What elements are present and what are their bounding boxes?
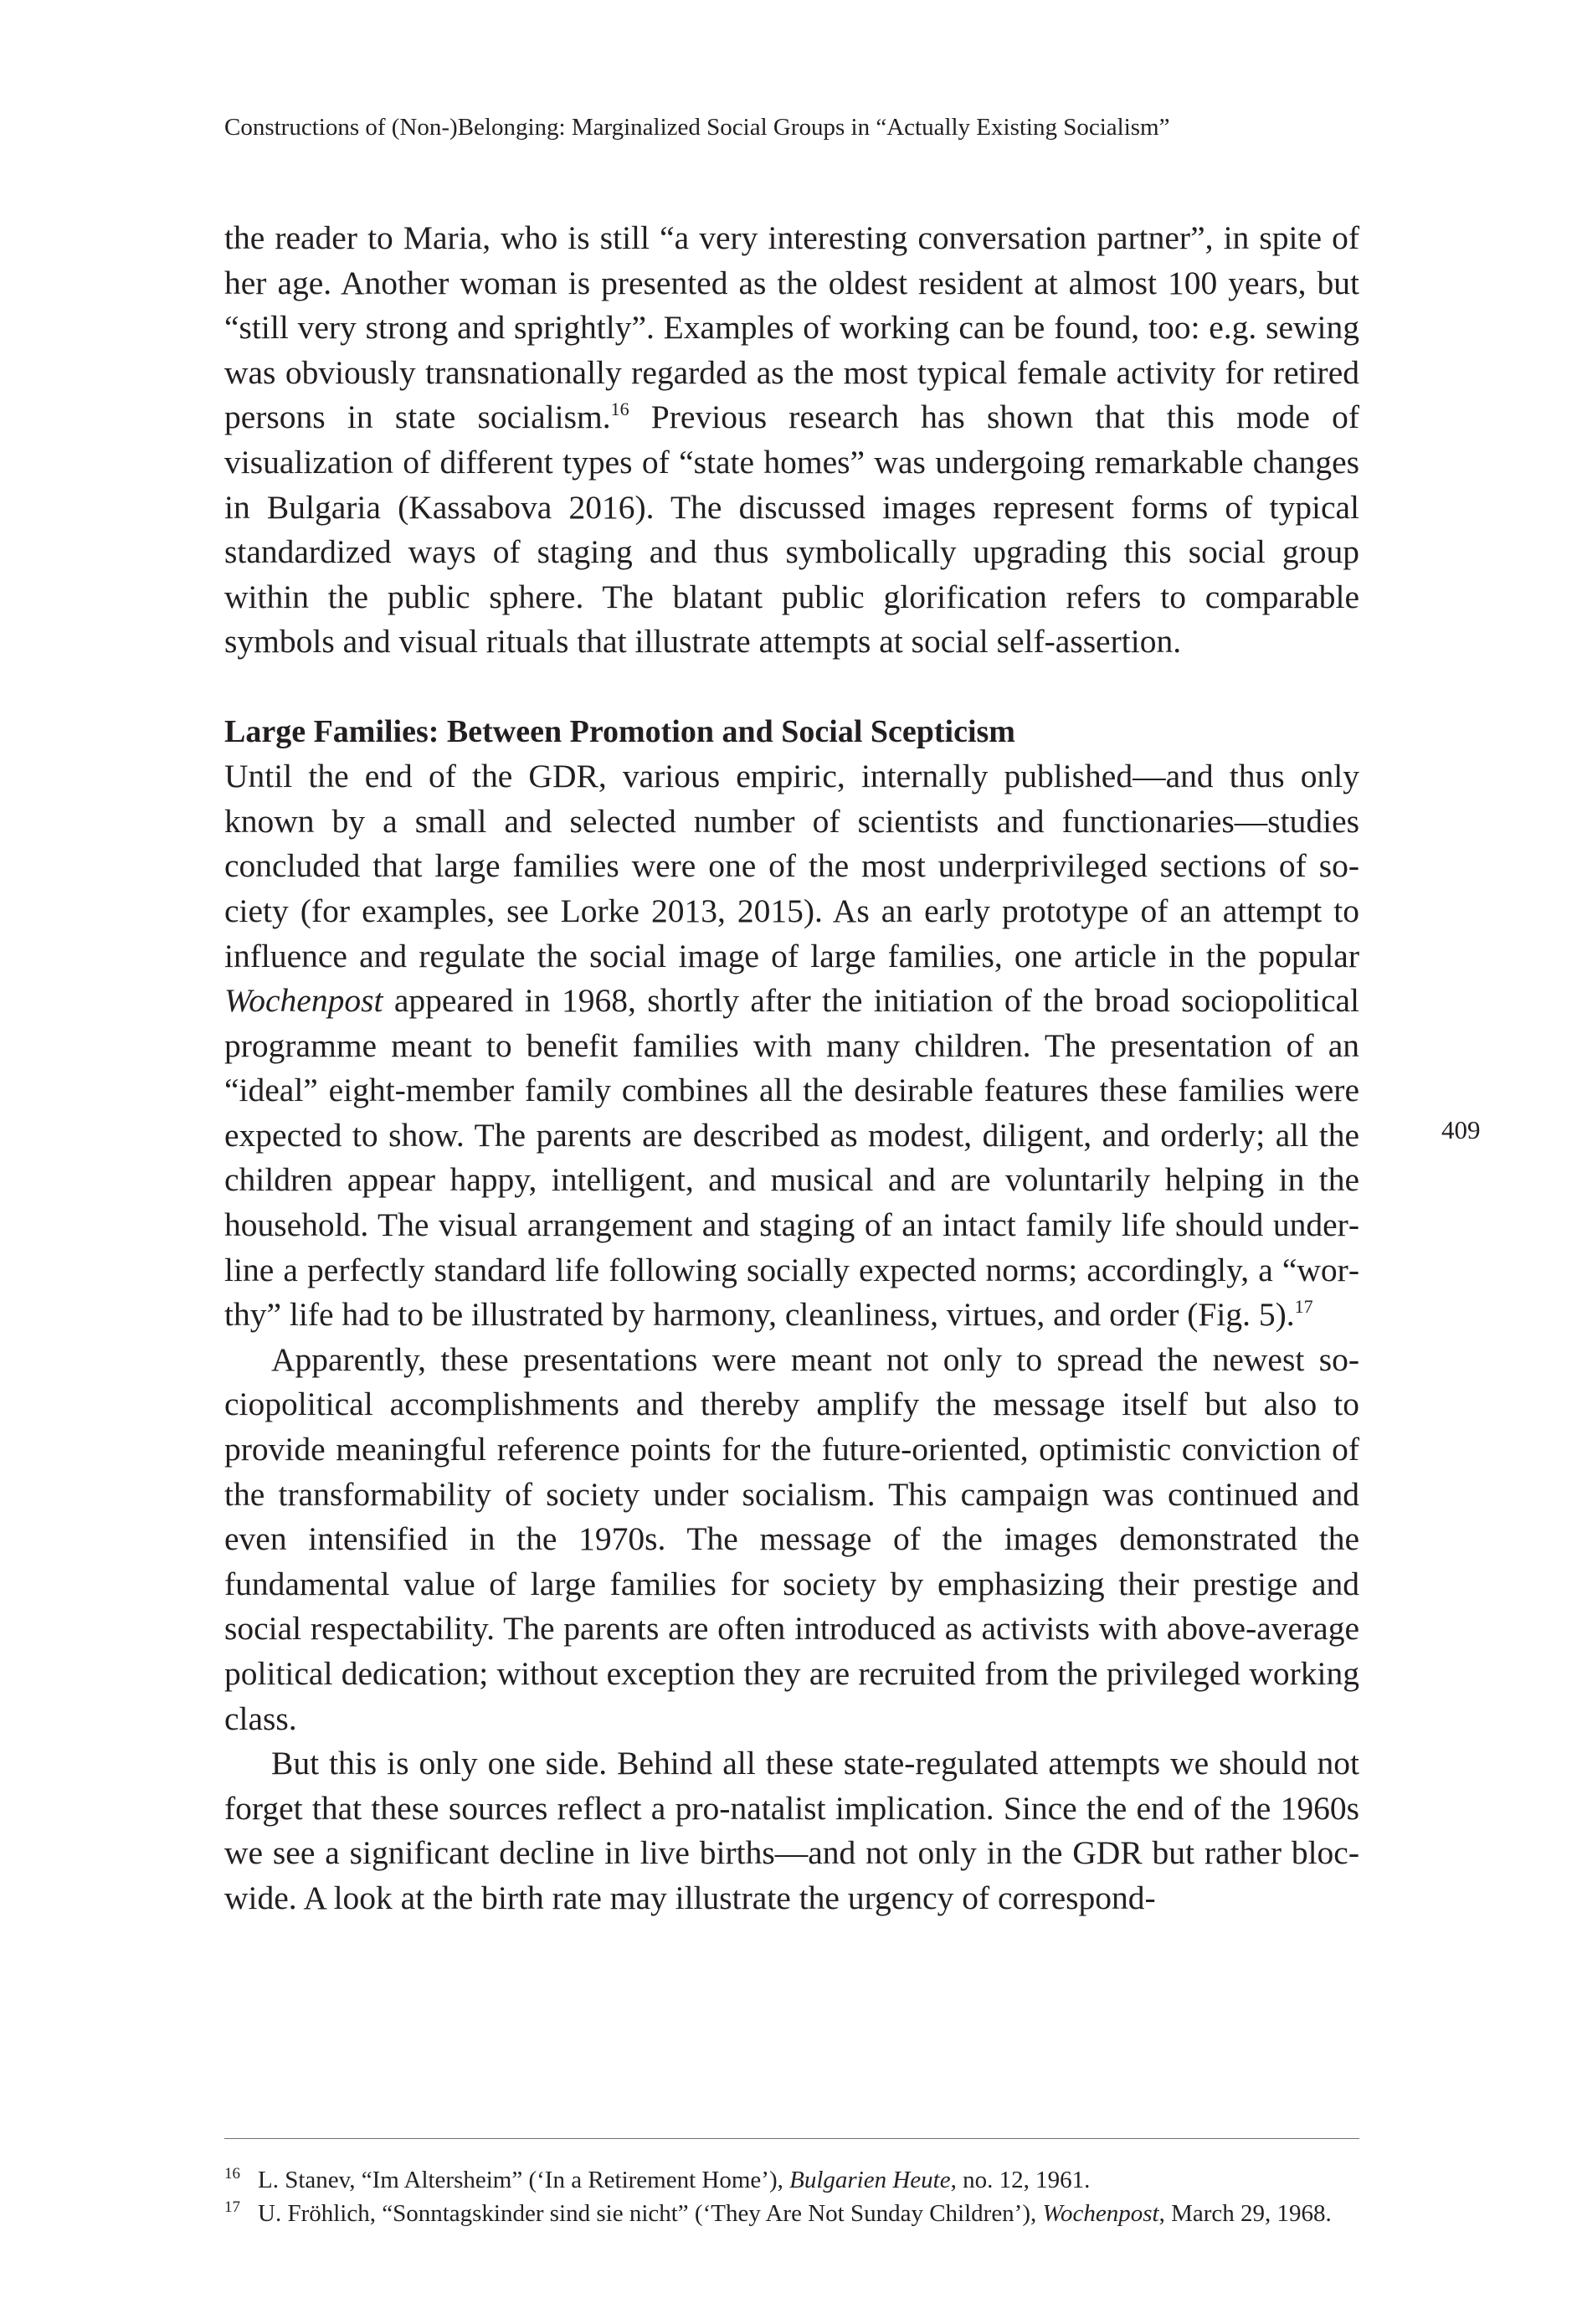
paragraph: But this is only one side. Behind all these state-regulated attempts we should not forget that these sources reflect a pro-natalist implication. Since the end of the 1960s we see a significant decline in live births—and not only in the GDR but rather bloc-wide. A look at the birth rate may illustrate the urgency of correspond- [224, 1745, 1359, 1916]
footnote-reference: 16 [610, 398, 629, 420]
publication-title: Wochenpost [1042, 2200, 1159, 2227]
footnotes [224, 2163, 1359, 2230]
footnote-text: U. Fröhlich, “Sonntagskinder sind sie nicht” (‘They Are Not Sunday Children’), [258, 2200, 1043, 2227]
footnote-text: , no. 12, 1961. [950, 2167, 1091, 2193]
paragraph-continued [224, 216, 1359, 665]
footnote-divider [224, 2138, 1359, 2139]
paragraph: Apparently, these presentations were meant not only to spread the newest sociopolitical accomplishments and thereby amplify the message itself but also to provide meaningful reference points for the future-oriented, optimistic conviction of the transformability of society under socialism. This campaign was continued and even intensified in the 1970s. The message of the images demonstrated the fundamental value of large families for society by emphasizing their prestige and social respectability. The parents are often introduced as activists with above-average political dedication; without exception they are recruited from the privileged working class. [224, 1340, 1359, 1737]
footnote: 16 L. Stanev, “Im Altersheim” (‘In a Retirement Home’), Bulgarien Heute, no. 12, 1961. [224, 2165, 1091, 2193]
footnote-text: L. Stanev, “Im Altersheim” (‘In a Retirement Home’), [258, 2167, 790, 2193]
paragraph [224, 754, 1359, 1338]
page-number: 409 [1441, 1115, 1481, 1144]
main-text [224, 216, 1359, 1921]
publication-title: Wochenpost [224, 982, 383, 1020]
footnote-text: , March 29, 1968. [1158, 2200, 1332, 2227]
paragraph-text: the reader to Maria, who is still “a very interesting conversation partner”, in spite of her age. Another woman is presented as the oldest resident at almost 100 years, but “still very strong and sprightly”. Examples of working can be found, too: e.g. sewing was obviously transnationally regarded as the most typical female activity for retired persons in state socialism. [224, 219, 1359, 436]
paragraph-text: Until the end of the GDR, various empiric, internally published—and thus only known by a small and selected number of scientists and functionaries—studies concluded that large families were one of the most underprivileged sections of society (for examples, see Lorke 2013, 2015). As an early prototype of an attempt to influence and regulate the social image of large families, one article in the popular [224, 758, 1359, 974]
footnote-reference: 17 [1294, 1296, 1313, 1318]
paragraph-text: Previous research has shown that this mode of visualization of different types of “state homes” was undergoing remarkable changes in Bulgaria (Kassabova 2016). The discussed images represent forms of typical standardized ways of staging and thus symbolically upgrading this social group within the public sphere. The blatant public glorification refers to comparable symbols and visual rituals that illustrate attempts at social self-assertion. [224, 398, 1360, 661]
footnote: 17 U. Fröhlich, “Sonntagskinder sind sie nicht” (‘They Are Not Sunday Children’), Wochenpost, March 29, 1968. [224, 2198, 1332, 2227]
paragraph-text: appeared in 1968, shortly after the initiation of the broad sociopolitical programme meant to benefit families with many children. The presentation of an “ideal” eight-member family combines all the desirable features these families were expected to show. The parents are described as modest, diligent, and orderly; all the children appear happy, intelligent, and musical and are voluntarily helping in the household. The visual arrangement and staging of an intact family life should underline a perfectly standard life following socially expected norms; accordingly, a “worthy” life had to be illustrated by harmony, cleanliness, virtues, and order (Fig. 5). [224, 982, 1359, 1334]
section-heading: Large Families: Between Promotion and Social Scepticism [224, 713, 1015, 749]
publication-title: Bulgarien Heute [789, 2167, 951, 2193]
running-header: Constructions of (Non-)Belonging: Marginalized Social Groups in “Actually Existing Socialism” [224, 114, 1170, 141]
